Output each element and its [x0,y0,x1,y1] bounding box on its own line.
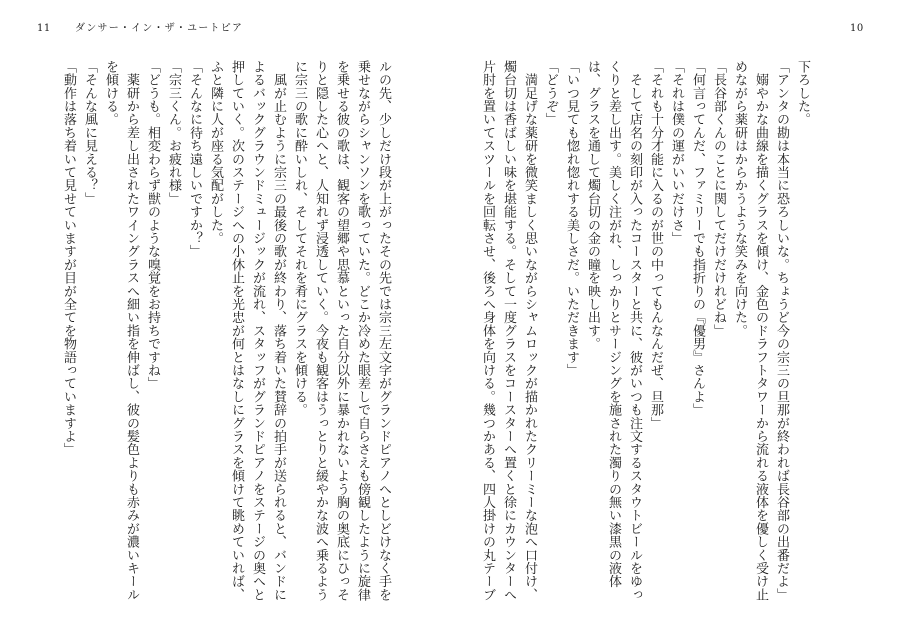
page-number: 11 [37,23,51,34]
text-line: 「それは僕の運がいいだけさ」 [669,60,684,245]
text-line: 「何言ってんだ、ファミリーでも指折りの『優男』さんよ」 [690,60,705,417]
text-line: 「長谷部くんのことに関してだけだけれどね」 [711,60,726,338]
text-line: に宗三の歌に酔いしれ、そしてそれを肴にグラスを傾ける。 [292,60,307,417]
page-number: 10 [850,23,864,34]
text-line: 満足げな薬研を微笑ましく思いながらシャムロックが描かれたクリーミーな泡へ口付け、 [522,60,537,602]
text-line: 「どうも。相変わらず獣のような嗅覚をお持ちですね」 [145,60,160,390]
text-line: 燭台切は香ばしい味を堪能する。そして一度グラスをコースターへ置くと徐にカウンターへ [501,60,516,602]
text-line: 「動作は落ち着いて見せていますが目が全てを物語っていますよ」 [61,60,76,456]
text-line: くりと差し出す。美しく注がれ、しっかりとサージングを施された濁りの無い漆黒の液体 [606,60,621,588]
text-line: めながら薬研はからかうような笑みを向けた。 [732,60,747,338]
text-line: そして店名の刻印が入ったコースターと共に、彼がいつも注文するスタウトビールをゆっ [627,60,642,602]
text-line: 「アンタの勘は本当に恐ろしいな。ちょうど今の宗三の旦那が終われば長谷部の出番だよ」 [774,60,789,602]
left-page-body [58,60,394,608]
text-line: 風が止むように宗三の最後の歌が終わり、落ち着いた賛辞の拍手が送られると、バンドに [271,60,286,602]
text-line: 「宗三くん。お疲れ様」 [166,60,181,206]
text-line: 乗せながらシャンソンを歌っていた。どこか冷めた眼差しで自らさえも傍観したように旋律 [355,60,370,602]
text-line: 「そんな風に見える？」 [82,60,97,206]
text-line: 「どうぞ」 [543,60,558,126]
right-page-body [477,60,813,608]
text-line: 「いつ見ても惚れ惚れする美しさだ。いただきます」 [564,60,579,377]
text-line: 「そんなに待ち遠しいですか？」 [187,60,202,258]
text-line: りと隠した心へと、人知れず浸透していく。今夜も観客はうっとりと緩やかな波へ乗るよう [313,60,328,602]
text-line: 片肘を置いてスツールを回転させ、後ろへ身体を向ける。幾つかある、四人掛けの丸テーブ [480,60,495,602]
text-line: 「それも十分才能に入るのが世の中ってもんなんだぜ、旦那」 [648,60,663,430]
text-line: を傾ける。 [103,60,118,126]
running-title: ダンサー・イン・ザ・ユートピア [75,23,244,34]
text-line: ルの先、少しだけ段が上がったその先では宗三左文字がグランドピアノへとしどけなく手を [376,60,391,602]
text-line: を乗せる彼の歌は、観客の望郷や思慕といった自分以外に暴かれないよう胸の奥底にひっそ [334,60,349,602]
text-line: 薬研から差し出されたワイングラスへ細い指を伸ばし、彼の髪色よりも赤みが濃いキール [124,60,139,602]
text-line: 下ろした。 [795,60,810,126]
text-line: 嫋やかな曲線を描くグラスを傾け、金色のドラフトタワーから流れる液体を優しく受け止 [753,60,768,602]
text-line: は、グラスを通して燭台切の金の瞳を映し出す。 [585,60,600,351]
right-page [450,0,900,636]
text-line: よるバックグラウンドミュージックが流れ、スタッフがグランドピアノをステージの奥へと [250,60,265,602]
text-line: ふと隣に人が座る気配がした。 [208,60,223,245]
text-line: 押していく。次のステージへの小休止を光忠が何とはなしにグラスを傾けて眺めていれば、 [229,60,244,602]
